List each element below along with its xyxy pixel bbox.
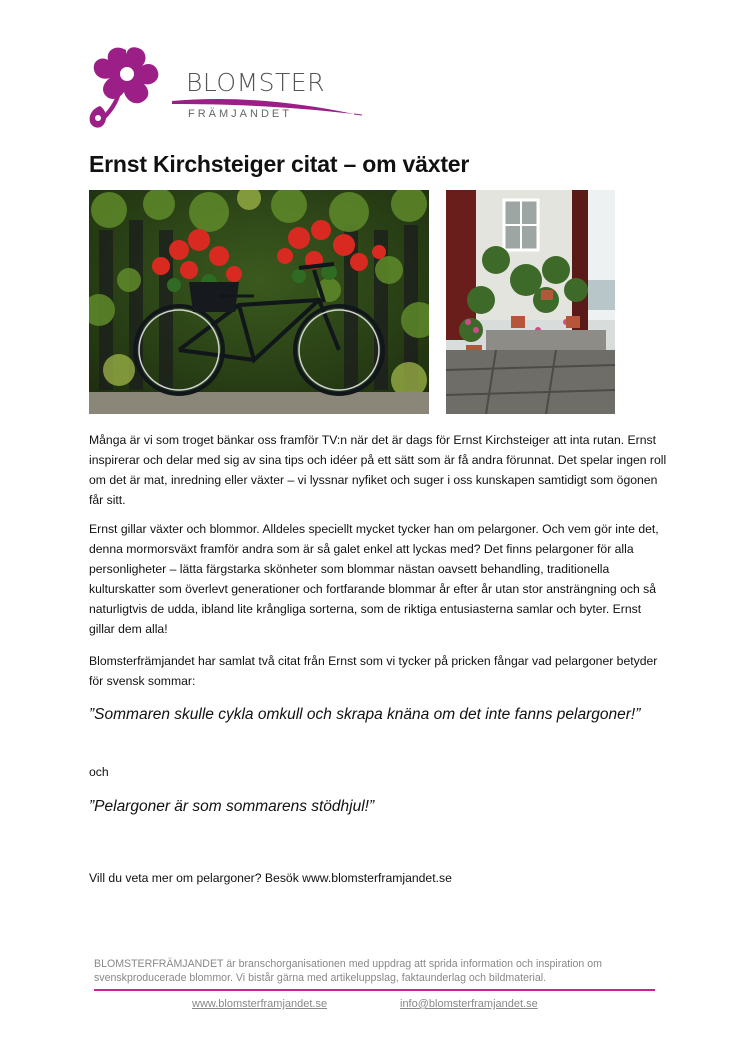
brand-name: BLOMSTER: [186, 68, 325, 97]
quote-2: ”Pelargoner är som sommarens stödhjul!”: [89, 798, 375, 815]
paragraph-3: Blomsterfrämjandet har samlat två citat från Ernst som vi tycker på pricken fångar vad pelargoner betyder för svensk sommar:: [89, 654, 658, 688]
footer-website-link[interactable]: www.blomsterframjandet.se: [192, 998, 328, 1010]
quote-1: ”Sommaren skulle cykla omkull och skrapa knäna om det inte fanns pelargoner!”: [89, 706, 641, 723]
footer-divider: [94, 989, 655, 991]
footer-description: BLOMSTERFRÄMJANDET är branschorganisationen med uppdrag att sprida information och inspiration om svenskproducerade blommor. Vi bistår gärna med artikeluppslag, faktaunderlag och bildmaterial.: [94, 958, 602, 984]
conjunction-text: och: [89, 765, 109, 779]
call-to-action: Vill du veta mer om pelargoner? Besök www.blomsterframjandet.se: [89, 871, 452, 885]
paragraph-1: Många är vi som troget bänkar oss framför TV:n när det är dags för Ernst Kirchsteiger att inta rutan. Ernst inspirerar och delar med sig av sina tips och idéer på ett sätt som är få andra förunnat. Det spelar ingen roll om det är mat, inredning eller växter – vi lyssnar nyfiket och suger i oss kunskapen samtidigt som ögonen får sitt.: [89, 433, 667, 507]
footer-email-link[interactable]: info@blomsterframjandet.se: [400, 998, 538, 1010]
porch-photo: [446, 190, 615, 414]
page-title: Ernst Kirchsteiger citat – om växter: [89, 151, 470, 177]
brand-subname: FRÄMJANDET: [188, 108, 292, 120]
bicycle-photo: [89, 190, 429, 414]
paragraph-2: Ernst gillar växter och blommor. Alldeles speciellt mycket tycker han om pelargoner. Och vem gör inte det, denna mormorsväxt framför andra som är så galet enkel att lyckas med? Det finns pelargoner för alla personligheter – lätta färgstarka skönheter som blommar nästan oavsett behandling, traditionella kulturskatter som överlevt generationer och fortfarande blommar år efter år utan stor ansträngning och så naturligtvis de udda, ibland lite krångliga sorterna, som de riktiga entusiasterna samlar och byter. Ernst gillar dem alla!: [89, 522, 659, 636]
